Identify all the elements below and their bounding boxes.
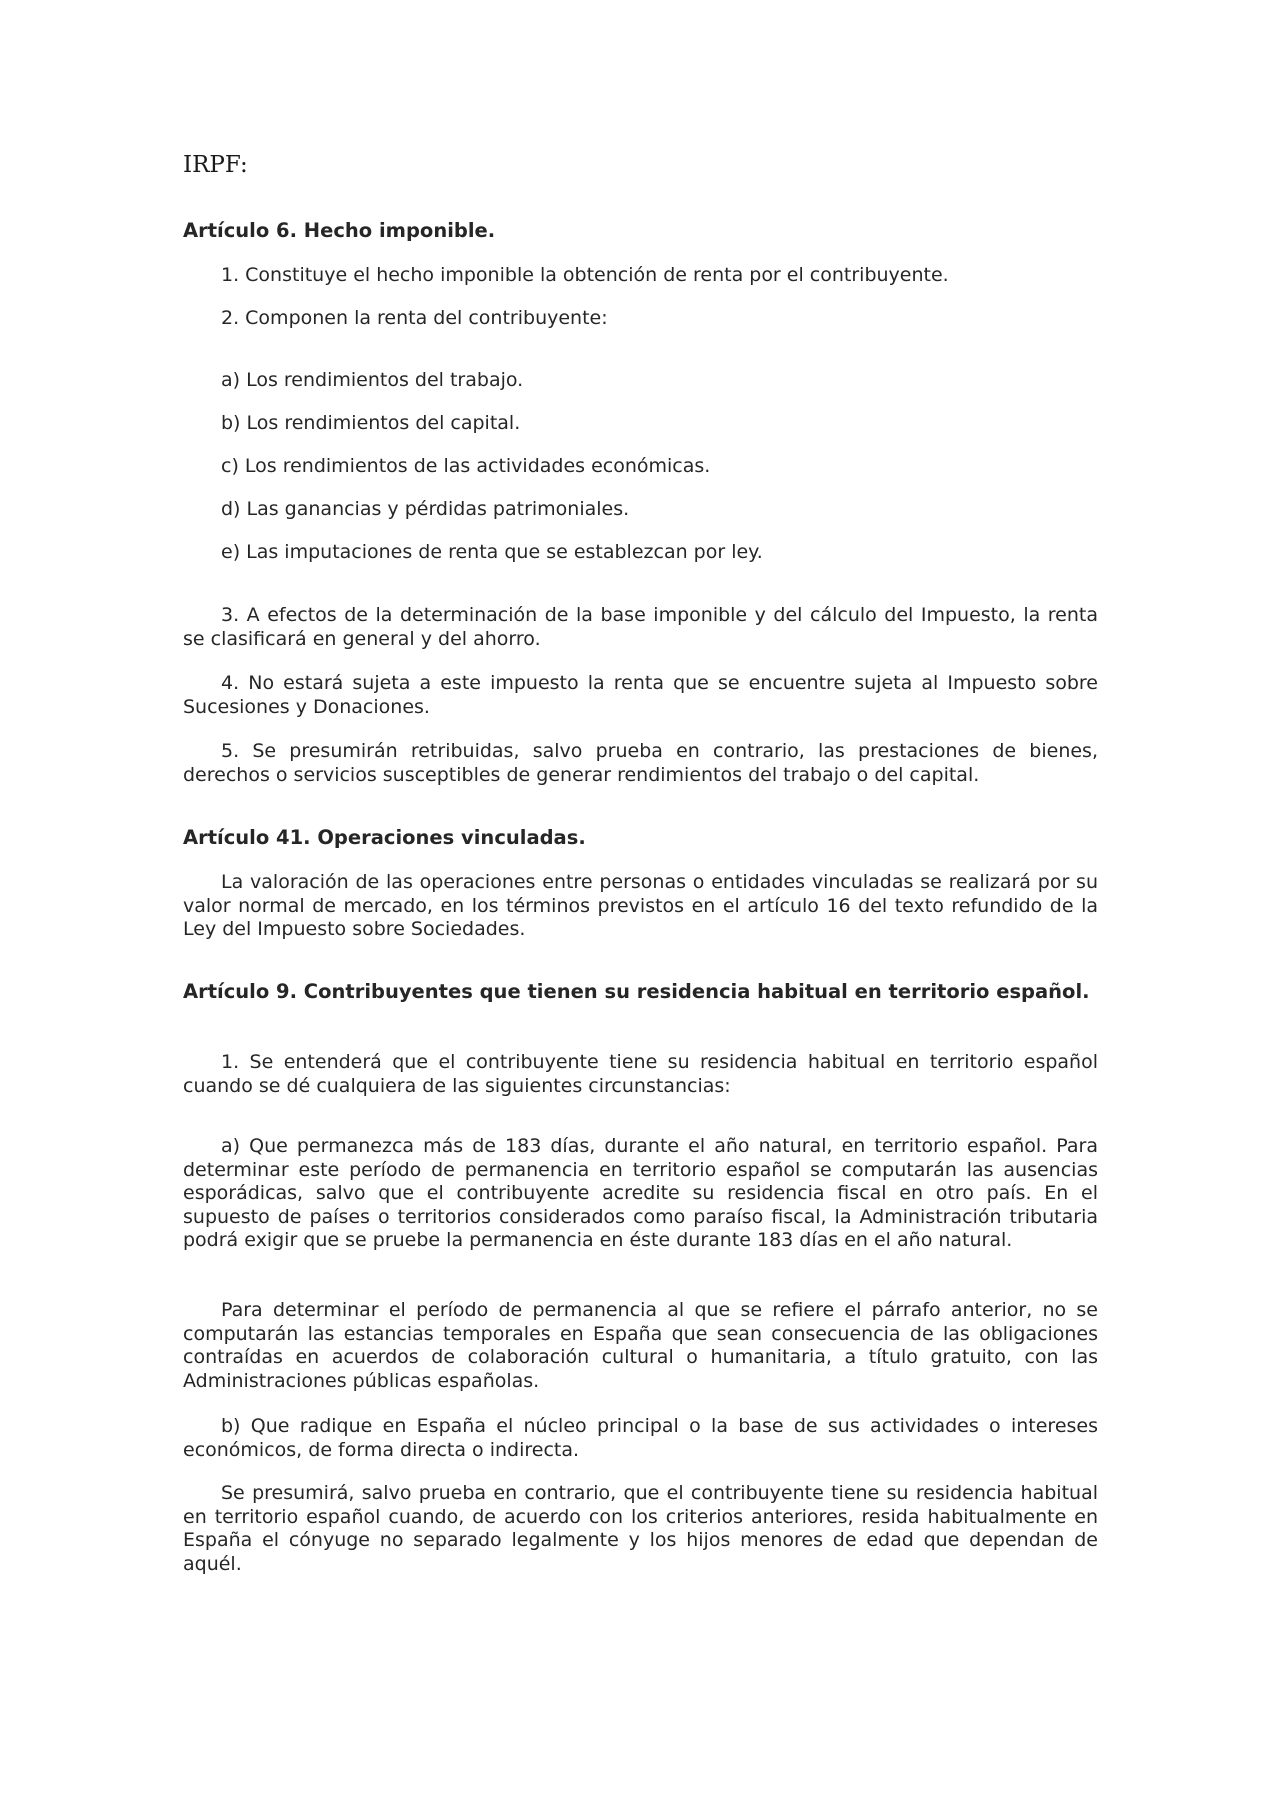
article-9-paragraph-a: a) Que permanezca más de 183 días, durante el año natural, en territorio español. Para determinar este período de permanencia en territorio español se computarán las ausencias esporádicas, salvo que el contribuyente acredite su residencia fiscal en otro país. En el supuesto de países o territorios considerados como paraíso fiscal, la Administración tributaria podrá exigir que se pruebe la permanencia en éste durante 183 días en el año natural. (183, 1135, 1098, 1251)
article-6-paragraph-1: 1. Constituye el hecho imponible la obtención de renta por el contribuyente. (221, 264, 949, 286)
article-41-paragraph-1: La valoración de las operaciones entre personas o entidades vinculadas se realizará por su valor normal de mercado, en los términos previstos en el artículo 16 del texto refundido de la Ley del Impuesto sobre Sociedades. (183, 871, 1098, 940)
article-41-heading: Artículo 41. Operaciones vinculadas. (183, 826, 586, 849)
article-6-paragraph-2: 2. Componen la renta del contribuyente: (221, 307, 608, 329)
article-9-paragraph-a2: Para determinar el período de permanencia al que se refiere el párrafo anterior, no se computarán las estancias temporales en España que sean consecuencia de las obligaciones contraídas en acuerdos de colaboración cultural o humanitaria, a título gratuito, con las Administraciones públicas españolas. (183, 1299, 1098, 1392)
article-9-heading: Artículo 9. Contribuyentes que tienen su residencia habitual en territorio español. (183, 980, 1090, 1003)
list-item: c) Los rendimientos de las actividades económicas. (221, 455, 711, 477)
article-6-paragraph-5: 5. Se presumirán retribuidas, salvo prueba en contrario, las prestaciones de bienes, derechos o servicios susceptibles de generar rendimientos del trabajo o del capital. (183, 740, 1098, 786)
list-item: a) Los rendimientos del trabajo. (221, 369, 524, 391)
list-item: d) Las ganancias y pérdidas patrimoniales. (221, 498, 630, 520)
article-6-paragraph-3: 3. A efectos de la determinación de la base imponible y del cálculo del Impuesto, la renta se clasificará en general y del ahorro. (183, 604, 1098, 650)
list-item: b) Los rendimientos del capital. (221, 412, 521, 434)
article-9-paragraph-c: Se presumirá, salvo prueba en contrario, que el contribuyente tiene su residencia habitual en territorio español cuando, de acuerdo con los criterios anteriores, resida habitualmente en España el cónyuge no separado legalmente y los hijos menores de edad que dependan de aquél. (183, 1482, 1098, 1575)
document-title: IRPF: (183, 152, 248, 178)
article-6-heading: Artículo 6. Hecho imponible. (183, 219, 496, 242)
article-6-paragraph-4: 4. No estará sujeta a este impuesto la renta que se encuentre sujeta al Impuesto sobre Sucesiones y Donaciones. (183, 672, 1098, 718)
article-9-paragraph-b: b) Que radique en España el núcleo principal o la base de sus actividades o intereses económicos, de forma directa o indirecta. (183, 1415, 1098, 1461)
article-9-paragraph-1: 1. Se entenderá que el contribuyente tiene su residencia habitual en territorio español cuando se dé cualquiera de las siguientes circunstancias: (183, 1051, 1098, 1097)
list-item: e) Las imputaciones de renta que se establezcan por ley. (221, 541, 763, 563)
